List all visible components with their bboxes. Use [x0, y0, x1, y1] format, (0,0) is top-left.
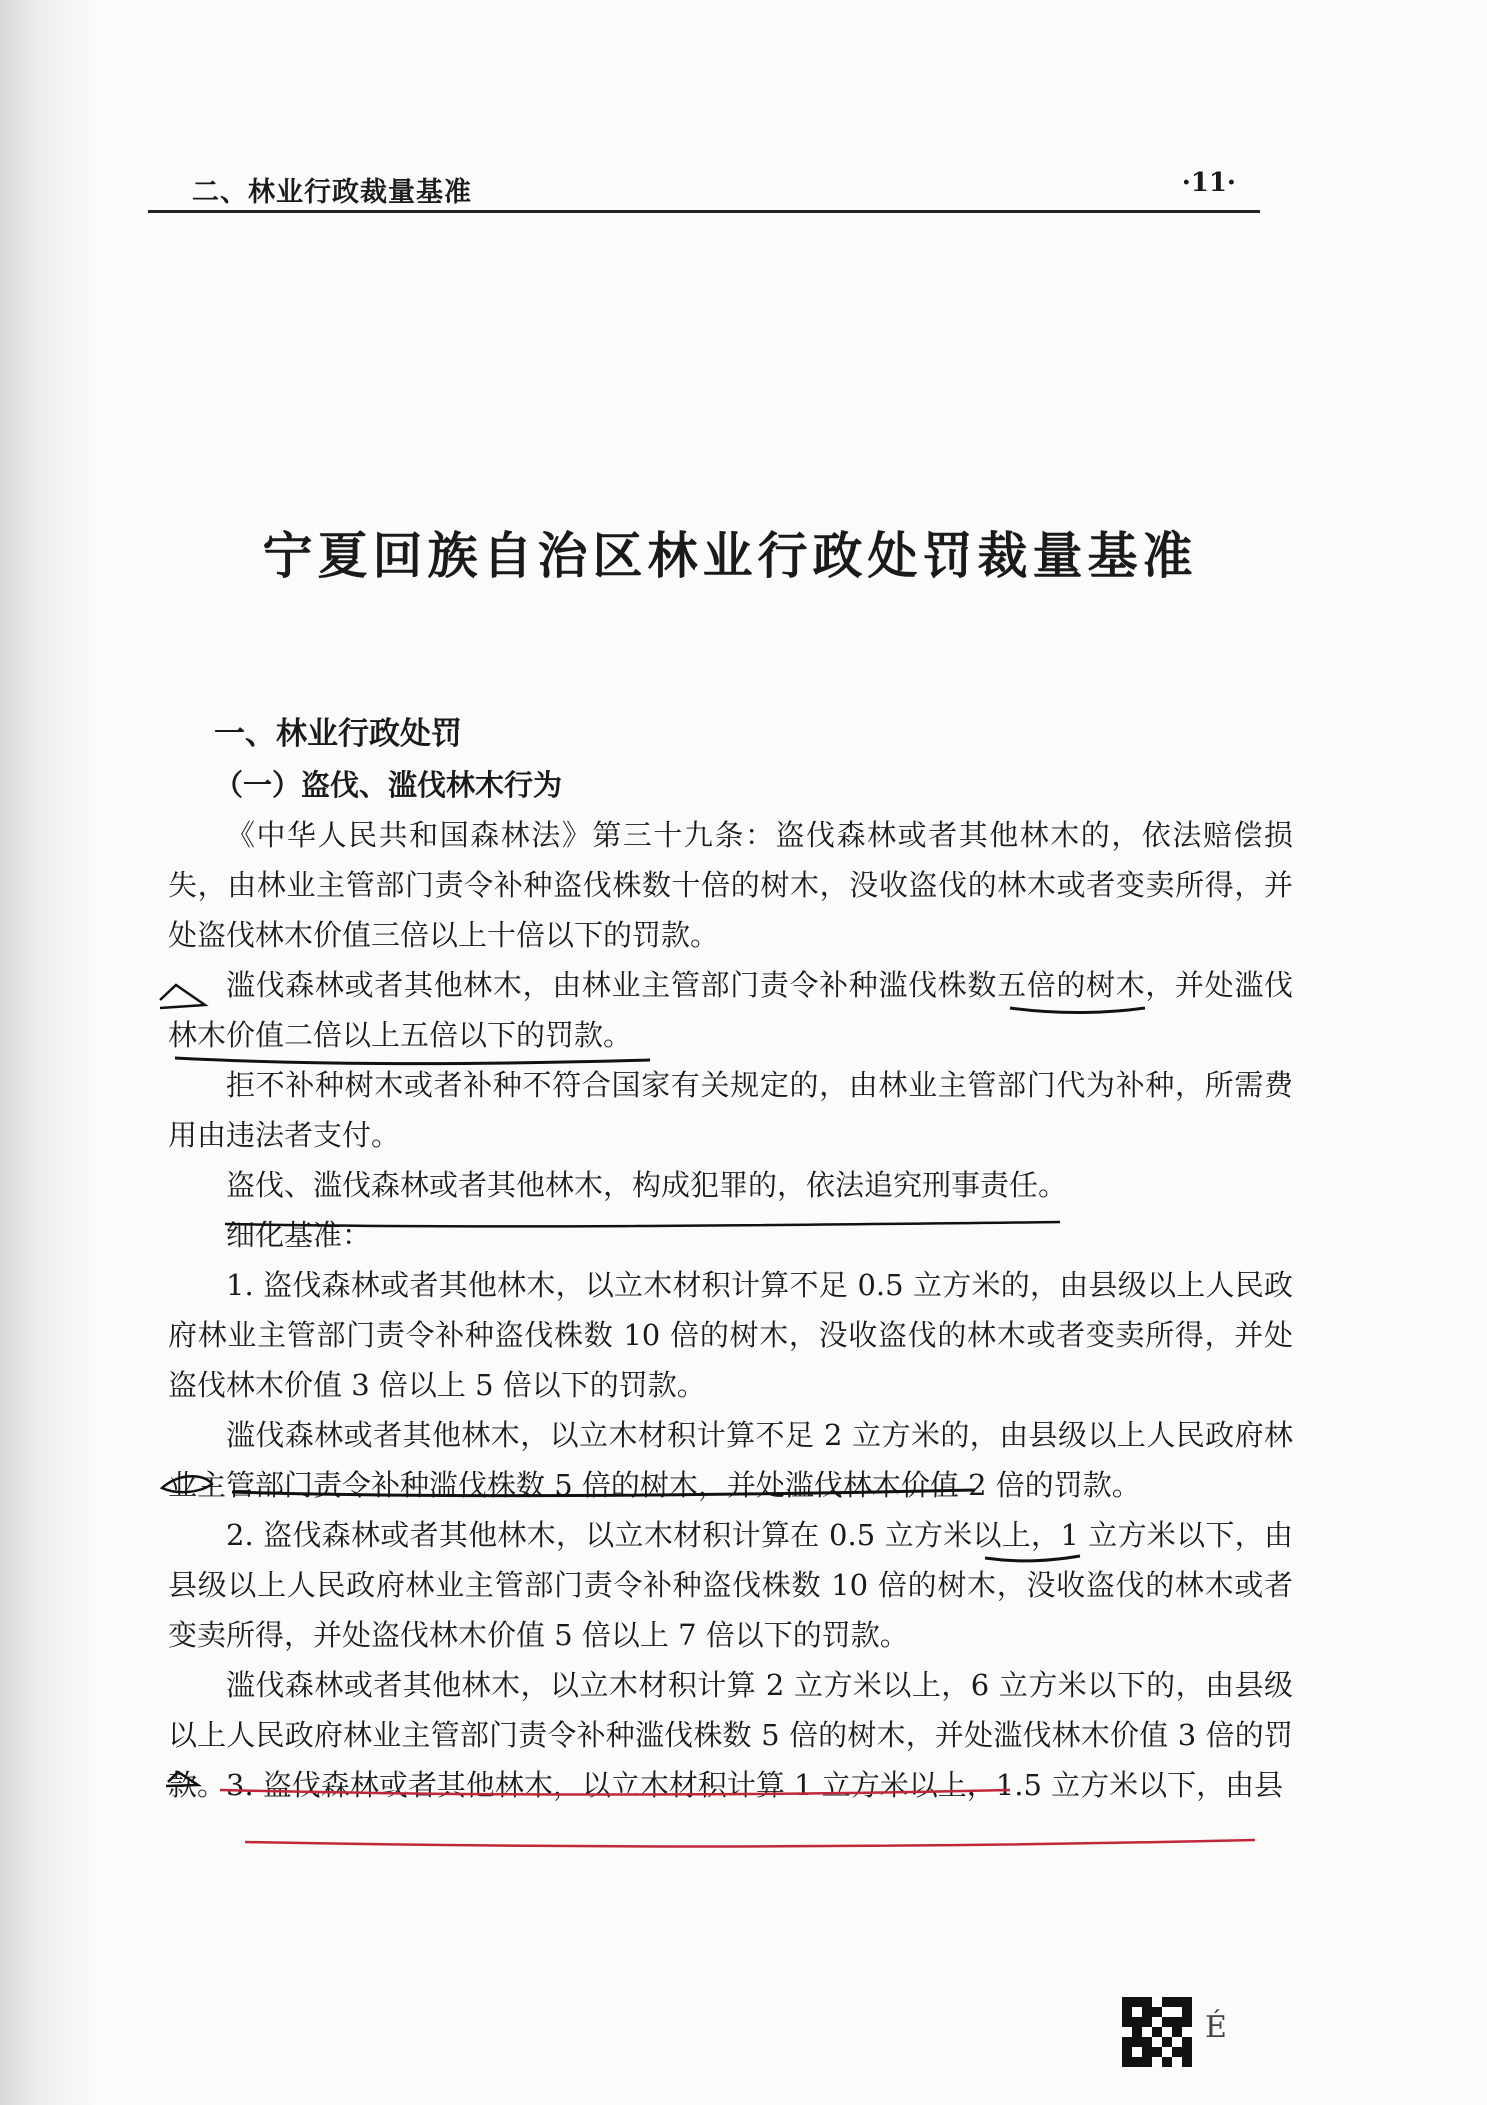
running-header: [148, 166, 1260, 210]
page-edge-shadow: [0, 0, 92, 2105]
subsection-heading: （一）盗伐、滥伐林木行为: [214, 768, 563, 802]
header-rule: [148, 210, 1260, 213]
document-title: 宁夏回族自治区林业行政处罚裁量基准: [262, 526, 1198, 585]
paragraph-forest-law-art39: 《中华人民共和国森林法》第三十九条：盗伐森林或者其他林木的，依法赔偿损失，由林业主管部门责令补种盗伐株数十倍的树木，没收盗伐的林木或者变卖所得，并处盗伐林木价值三倍以上十倍以下的罚款。: [168, 818, 1293, 952]
section-heading: 一、林业行政处罚: [214, 716, 462, 752]
paragraph-criterion-2: 2. 盗伐森林或者其他林木，以立木材积计算在 0.5 立方米以上，1 立方米以下，由县级以上人民政府林业主管部门责令补种盗伐株数 10 倍的树木，没收盗伐的林木或者变卖所得，并处盗伐林木价值 5 倍以上 7 倍以下的罚款。: [168, 1518, 1293, 1652]
paragraph-criterion-3: 3. 盗伐森林或者其他林木，以立木材积计算 1 立方米以上，1.5 立方米以下，由县: [226, 1768, 1284, 1802]
qr-code: [1122, 1997, 1192, 2067]
paragraph-illegal-felling: 滥伐森林或者其他林木，由林业主管部门责令补种滥伐株数五倍的树木，并处滥伐林木价值二倍以上五倍以下的罚款。: [168, 968, 1293, 1052]
paragraph-criterion-1-felling: 滥伐森林或者其他林木，以立木材积计算不足 2 立方米的，由县级以上人民政府林业主管部门责令补种滥伐株数 5 倍的树木，并处滥伐林木价值 2 倍的罚款。: [168, 1418, 1293, 1502]
paragraph-criterion-2-felling: 滥伐森林或者其他林木，以立木材积计算 2 立方米以上，6 立方米以下的，由县级以上人民政府林业主管部门责令补种滥伐株数 5 倍的树木，并处滥伐林木价值 3 倍的罚款。: [168, 1668, 1293, 1802]
paragraph-criminal-liability: 盗伐、滥伐森林或者其他林木，构成犯罪的，依法追究刑事责任。: [226, 1168, 1068, 1202]
paragraph-criterion-1: 1. 盗伐森林或者其他林木，以立木材积计算不足 0.5 立方米的，由县级以上人民政府林业主管部门责令补种盗伐株数 10 倍的树木，没收盗伐的林木或者变卖所得，并处盗伐林木价值 3 倍以上 5 倍以下的罚款。: [168, 1268, 1293, 1402]
page-number: ·11·: [1181, 168, 1236, 198]
paragraph-detailed-criteria: 细化基准：: [226, 1218, 372, 1252]
footer-mark: É: [1205, 2010, 1227, 2045]
running-title: 二、林业行政裁量基准: [192, 177, 472, 208]
paragraph-replanting: 拒不补种树木或者补种不符合国家有关规定的，由林业主管部门代为补种，所需费用由违法者支付。: [168, 1068, 1293, 1152]
